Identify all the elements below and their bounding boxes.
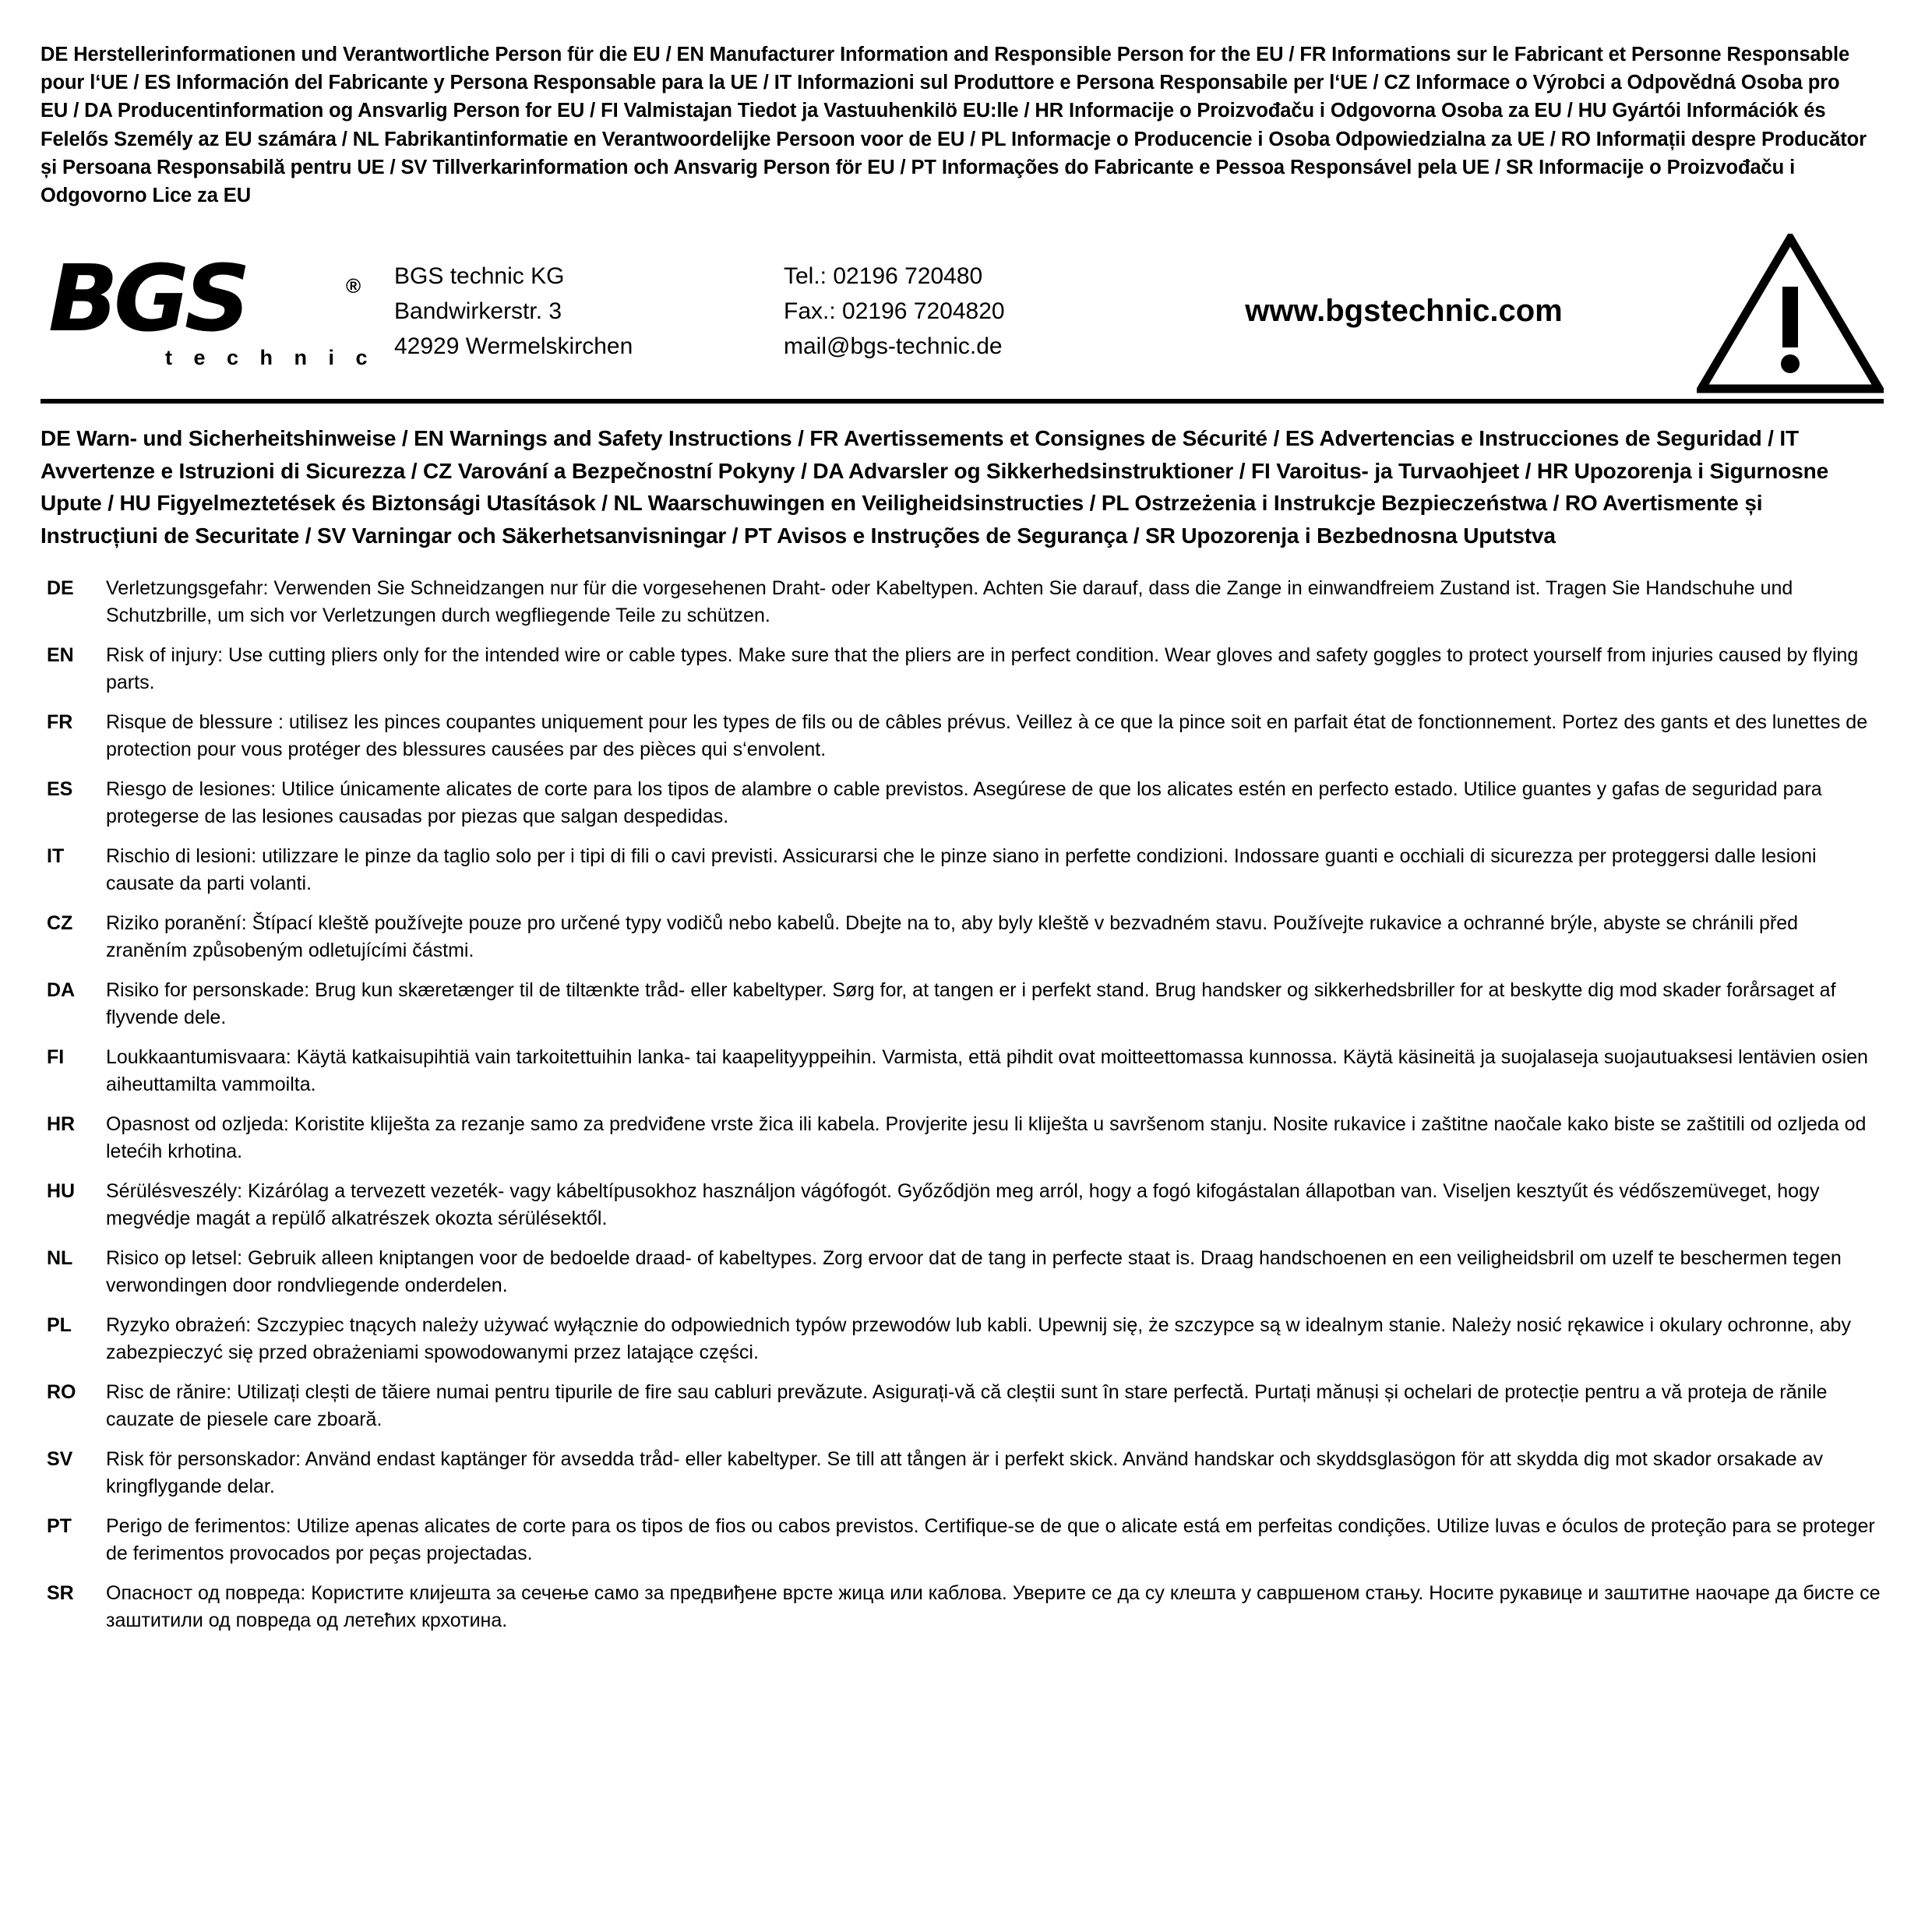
warning-row-sv [41,1446,1884,1501]
company-website: www.bgstechnic.com [1245,294,1563,329]
language-code: HU [47,1179,76,1202]
manufacturer-info-heading: DE Herstellerinformationen und Verantwortliche Person für die EU / EN Manufacturer Information and Responsible Person for the EU / FR Informations sur le Fabricant et Personne Responsable pour l‘UE / ES Información del Fabricante y Persona Responsable para la UE / IT Informazioni sul Produttore e Persona Responsabile per l‘UE / CZ Informace o Výrobci a Odpovědná Osoba pro EU / DA Producentinformation og Ansvarlig Person for EU / FI Valmistajan Tiedot ja Vastuuhenkilö EU:lle / HR Informacije o Proizvođaču i Odgovorna Osoba za EU / HU Gyártói Információk és Felelős Személy az EU számára / NL Fabrikantinformatie en Verantwoordelijke Persoon voor de EU / PL Informacje o Producencie i Osoba Odpowiedzialna za UE / RO Informații despre Producător și Persoana Responsabilă pentru UE / SV Tillverkarinformation och Ansvarig Person för EU / PT Informações do Fabricante e Pessoa Responsável pela UE / SR Informacije o Proizvođaču i Odgovorno Lice za EU [41,44,1867,207]
warning-row-cz [41,910,1884,965]
company-contact [784,259,1142,364]
warning-text: Riziko poranění: Štípací kleště používejte pouze pro určené typy vodičů nebo kabelů. Dbejte na to, aby byly kleště v bezvadném stavu. Používejte rukavice a ochranné brýle, abyste se chránili před zraněním způsobeným odletujícími částmi. [106,911,1799,962]
warnings-list [41,575,1884,1635]
company-street: Bandwirkerstr. 3 [394,298,562,325]
company-email: mail@bgs-technic.de [784,333,1003,360]
warning-row-fi [41,1044,1884,1099]
warning-row-sr [41,1580,1884,1635]
language-code: PL [47,1313,72,1336]
warning-text: Perigo de ferimentos: Utilize apenas alicates de corte para os tipos de fios ou cabos previstos. Certifique-se de que o alicate está em perfeitas condições. Utilize luvas e óculos de proteção para se proteger de ferimentos provocados por peças projectadas. [106,1514,1875,1565]
warning-text: Verletzungsgefahr: Verwenden Sie Schneidzangen nur für die vorgesehenen Draht- oder Kabeltypen. Achten Sie darauf, dass die Zange in einwandfreiem Zustand ist. Tragen Sie Handschuhe und Schutzbrille, um sich vor Verletzungen durch wegfliegende Teile zu schützen. [106,576,1793,627]
warning-text: Risiko for personskade: Brug kun skæretænger til de tiltænkte tråd- eller kabeltyper. Sørg for, at tangen er i perfekt stand. Brug handsker og sikkerhedsbriller for at beskytte dig mod skader forårsaget af flyvende dele. [106,978,1836,1029]
warning-text: Ryzyko obrażeń: Szczypiec tnących należy używać wyłącznie do odpowiednich typów przewodów lub kabli. Upewnij się, że szczypce są w idealnym stanie. Należy nosić rękawice i okulary ochronne, aby zabezpieczyć się przed obrażeniami spowodowanymi przez latające części. [106,1313,1851,1364]
company-address [375,259,784,364]
bgs-logo [41,245,375,370]
language-code: HR [47,1112,76,1135]
warning-row-it [41,843,1884,898]
language-code: EN [47,643,74,666]
language-code: PT [47,1514,72,1537]
warning-text: Opasnost od ozljeda: Koristite kliješta za rezanje samo za predviđene vrste žica ili kabela. Provjerite jesu li kliješta u savršenom stanju. Nosite rukavice i zaštitne naočale kako biste se zaštitili od ozljeda od letećih krhotina. [106,1112,1867,1163]
company-info-band [41,224,1884,404]
warning-text: Rischio di lesioni: utilizzare le pinze da taglio solo per i tipi di fili o cavi previsti. Assicurarsi che le pinze siano in perfette condizioni. Indossare guanti e occhiali di sicurezza per proteggersi dalle lesioni causate da parti volanti. [106,844,1817,895]
safety-instructions-heading: DE Warn- und Sicherheitshinweise / EN Warnings and Safety Instructions / FR Avertissements et Consignes de Sécurité / ES Advertencias e Instrucciones de Seguridad / IT Avvertenze e Istruzioni di Sicurezza / CZ Varování a Bezpečnostní Pokyny / DA Advarsler og Sikkerhedsinstruktioner / FI Varoitus- ja Turvaohjeet / HR Upozorenja i Sigurnosne Upute / HU Figyelmeztetések és Biztonsági Utasítások / NL Waarschuwingen en Veiligheidsinstructies / PL Ostrzeżenia i Instrukcje Bezpieczeństwa / RO Avertismente și Instrucțiuni de Securitate / SV Varningar och Säkerhetsanvisningar / PT Avisos e Instruções de Segurança / SR Upozorenja i Bezbednosna Uputstva [41,426,1829,548]
language-code: DE [47,576,74,599]
warning-row-ro [41,1379,1884,1434]
company-name: BGS technic KG [394,263,565,290]
company-tel: Tel.: 02196 720480 [784,263,983,290]
language-code: CZ [47,911,73,934]
warning-text: Опасност од повреда: Користите клијешта за сечење само за предвиђене врсте жица или каблова. Уверите се да су клешта у савршеном стању. Носите рукавице и заштитне наочаре да бисте се заштитили од повреда од летећих крхотина. [106,1581,1881,1632]
warning-row-de [41,575,1884,630]
warning-text: Riesgo de lesiones: Utilice únicamente alicates de corte para los tipos de alambre o cable previstos. Asegúrese de que los alicates estén en perfecto estado. Utilice guantes y gafas de seguridad para protegerse de las lesiones causadas por piezas que salgan despedidas. [106,777,1822,828]
warning-row-en [41,642,1884,697]
warning-row-da [41,977,1884,1032]
warning-text: Risico op letsel: Gebruik alleen kniptangen voor de bedoelde draad- of kabeltypes. Zorg ervoor dat de tang in perfecte staat is. Draag handschoenen en een veiligheidsbril om uzelf te beschermen tegen verwondingen door rondvliegende onderdelen. [106,1246,1842,1297]
logo-subtext: t e c h n i c [165,346,375,370]
warning-text: Risk för personskador: Använd endast kaptänger för avsedda tråd- eller kabeltyper. Se till att tången är i perfekt skick. Använd handskar och skyddsglasögon för att skydda dig mot skador orsakade av kringflygande delar. [106,1447,1824,1498]
warning-triangle-icon [1697,234,1884,390]
language-code: IT [47,844,65,867]
language-code: SV [47,1447,73,1470]
registered-trademark-icon: ® [346,274,361,298]
warning-row-nl [41,1245,1884,1300]
warning-row-hu [41,1178,1884,1233]
warning-row-hr [41,1111,1884,1166]
warning-text: Risc de rănire: Utilizați clești de tăiere numai pentru tipurile de fire sau cabluri prevăzute. Asigurați-vă că cleștii sunt în stare perfectă. Purtați mănuși și ochelari de protecție pentru a vă proteja de rănile cauzate de piesele care zboară. [106,1380,1828,1431]
warning-text: Risk of injury: Use cutting pliers only for the intended wire or cable types. Make sure that the pliers are in perfect condition. Wear gloves and safety goggles to protect yourself from injuries caused by flying parts. [106,643,1859,694]
warning-row-es [41,776,1884,831]
language-code: NL [47,1246,73,1269]
warning-text: Loukkaantumisvaara: Käytä katkaisupihtiä vain tarkoitettuihin lanka- tai kaapelityyppeihin. Varmista, että pihdit ovat moitteettomassa kunnossa. Käytä käsineitä ja suojalaseja suojautuaksesi lentävien osien aiheuttamilta vammoilta. [106,1045,1868,1096]
warning-row-fr [41,709,1884,764]
company-city: 42929 Wermelskirchen [394,333,633,360]
logo-wordmark: BGS [48,245,246,353]
company-fax: Fax.: 02196 7204820 [784,298,1005,325]
warning-text: Risque de blessure : utilisez les pinces coupantes uniquement pour les types de fils ou de câbles prévus. Veillez à ce que la pince soit en parfait état de fonctionnement. Portez des gants et des lunettes de protection pour vous protéger des blessures causées par des pièces qui s‘envolent. [106,710,1868,761]
language-code: FI [47,1045,65,1068]
language-code: RO [47,1380,76,1403]
language-code: ES [47,777,73,800]
warning-row-pt [41,1513,1884,1568]
language-code: FR [47,710,73,733]
warning-row-pl [41,1312,1884,1367]
language-code: SR [47,1581,74,1604]
language-code: DA [47,978,76,1001]
warning-text: Sérülésveszély: Kizárólag a tervezett vezeték- vagy kábeltípusokhoz használjon vágófogót. Győződjön meg arról, hogy a fogó kifogástalan állapotban van. Viseljen kesztyűt és védőszemüveget, hogy megvédje magát a repülő alkatrészek okozta sérülésektől. [106,1179,1820,1230]
